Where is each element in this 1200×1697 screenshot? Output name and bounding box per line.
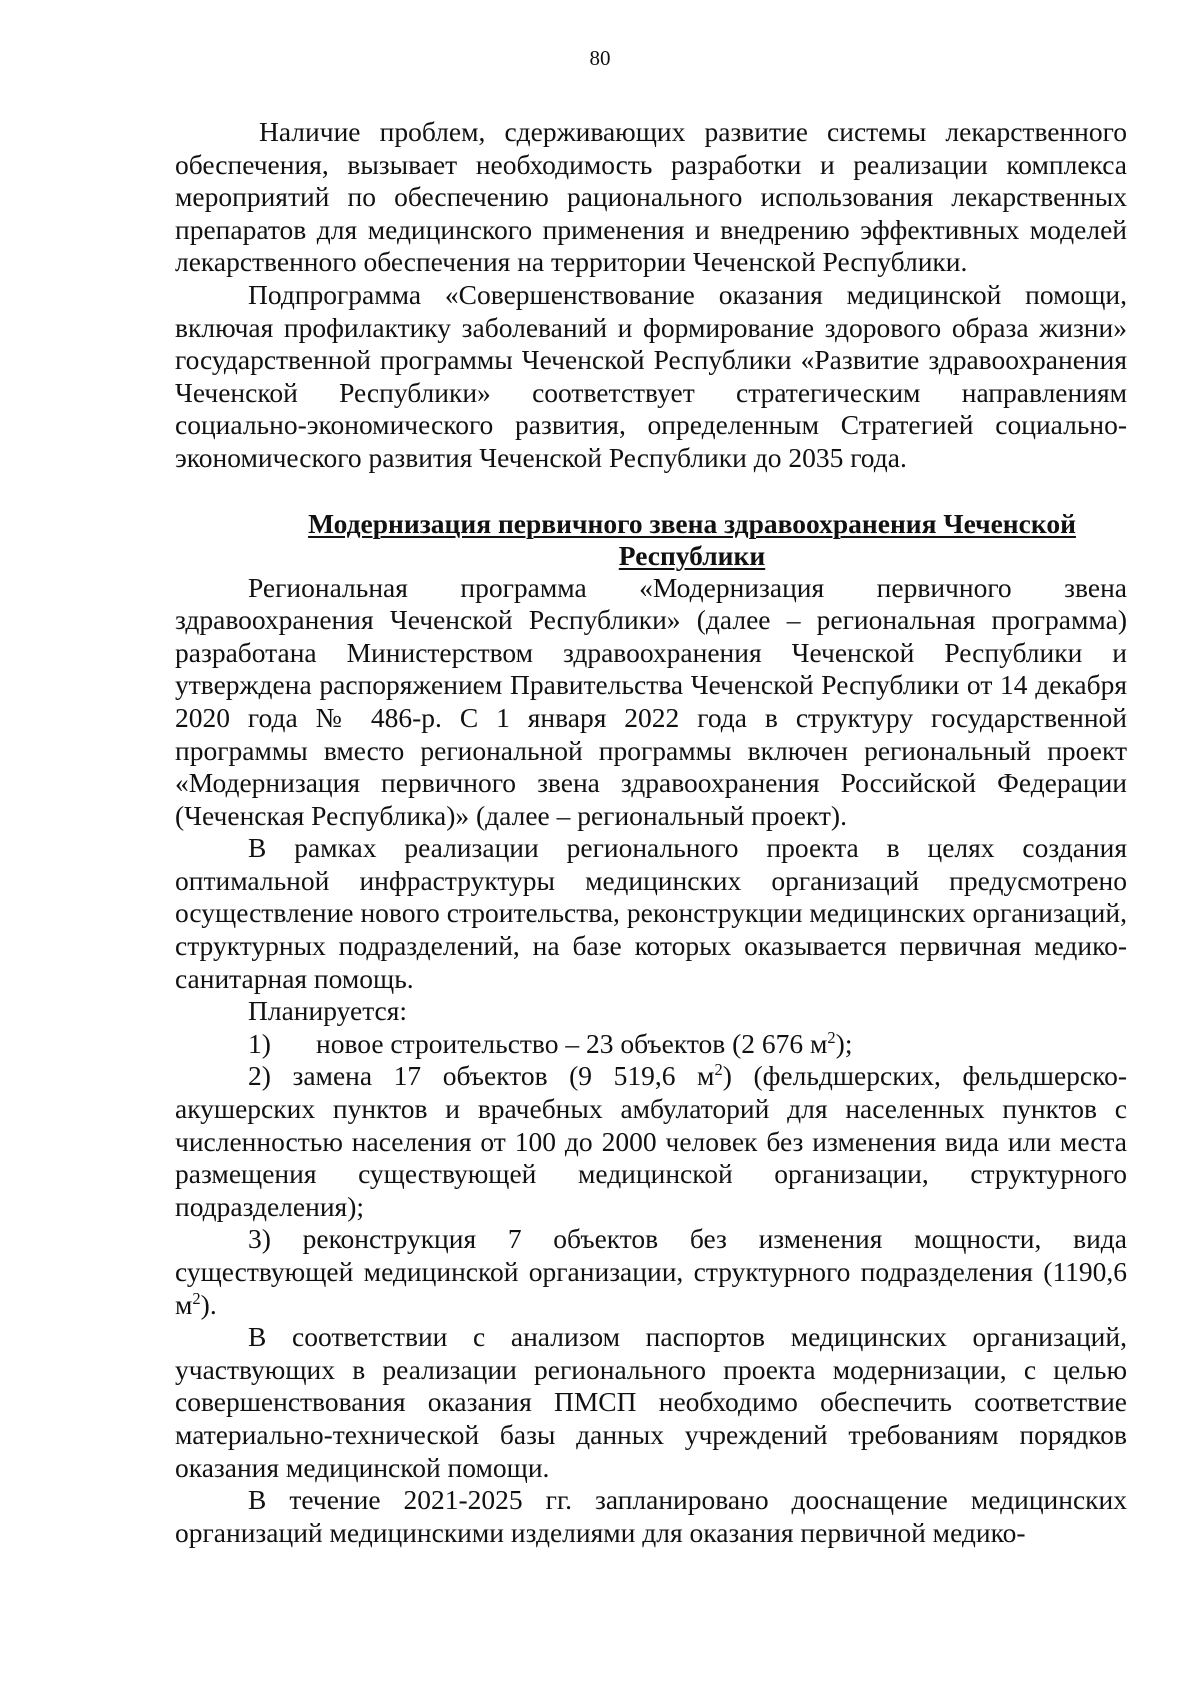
- paragraph-passport-analysis: В соответствии с анализом паспортов медицинских организаций, участвующих в реализации регионального проекта модернизации, с целью совершенствования оказания ПМСП необходимо обеспечить соответствие материально-технической базы данных учреждений требованиям порядков оказания медицинской помощи.: [175, 1321, 1127, 1483]
- paragraph-subprogram: Подпрограмма «Совершенствование оказания медицинской помощи, включая профилактику заболеваний и формирование здорового образа жизни» государственной программы Чеченской Республики «Развитие здравоохранения Чеченской Республики» соответствует стратегическим направлениям социально-экономического развития, определенным Стратегией социально-экономического развития Чеченской Республики до 2035 года.: [175, 278, 1127, 473]
- section-heading: Модернизация первичного звена здравоохранения Чеченской Республики: [308, 507, 1076, 571]
- page-number: 80: [589, 46, 611, 70]
- paragraph-infrastructure: В рамках реализации регионального проекта в целях создания оптимальной инфраструктуры медицинских организаций предусмотрено осуществление нового строительства, реконструкции медицинских организаций, структурных подразделений, на базе которых оказывается первичная медико-санитарная помощь.: [175, 832, 1127, 994]
- superscript: 2: [827, 1027, 836, 1047]
- list-item-reconstruction: [175, 1223, 1127, 1321]
- list-item-number: 1): [248, 1027, 271, 1059]
- list-item-suffix: ) (фельдшерских, фельдшерско-акушерских пунктов и врачебных амбулаторий для населенных пунктов с численностью населения от 100 до 2000 человек без изменения вида или места размещения существующей медицинской организации, структурного подразделения);: [175, 1060, 1127, 1222]
- list-item-text: новое строительство – 23 объектов (2 676 м: [316, 1027, 828, 1059]
- superscript: 2: [192, 1288, 201, 1308]
- paragraph-planned: Планируется:: [248, 995, 408, 1027]
- list-item-text: 2) замена 17 объектов (9 519,6 м: [248, 1060, 715, 1092]
- list-item-text: 3) реконструкция 7 объектов без изменения мощности, вида существующей медицинской организации, структурного подразделения (1190,6 м: [175, 1223, 1127, 1320]
- list-item-replacement: [175, 1060, 1127, 1223]
- paragraph-drug-supply-problems: Наличие проблем, сдерживающих развитие системы лекарственного обеспечения, вызывает необходимость разработки и реализации комплекса мероприятий по обеспечению рационального использования лекарственных препаратов для медицинского применения и внедрению эффективных моделей лекарственного обеспечения на территории Чеченской Республики.: [175, 116, 1127, 278]
- paragraph-equipment-plan: В течение 2021-2025 гг. запланировано дооснащение медицинских организаций медицинскими изделиями для оказания первичной медико-: [175, 1484, 1127, 1548]
- document-body: [175, 116, 1127, 1549]
- paragraph-regional-program: Региональная программа «Модернизация первичного звена здравоохранения Чеченской Республики» (далее – региональная программа) разработана Министерством здравоохранения Чеченской Республики и утверждена распоряжением Правительства Чеченской Республики от 14 декабря 2020 года № 486-р. С 1 января 2022 года в структуру государственной программы вместо региональной программы включен региональный проект «Модернизация первичного звена здравоохранения Российской Федерации (Чеченская Республика)» (далее – региональный проект).: [175, 571, 1127, 831]
- superscript: 2: [714, 1060, 723, 1080]
- list-item-new-construction: [175, 1028, 1127, 1061]
- list-item-suffix: );: [835, 1027, 853, 1059]
- section-gap: [175, 475, 1127, 508]
- list-item-suffix: ).: [200, 1288, 217, 1320]
